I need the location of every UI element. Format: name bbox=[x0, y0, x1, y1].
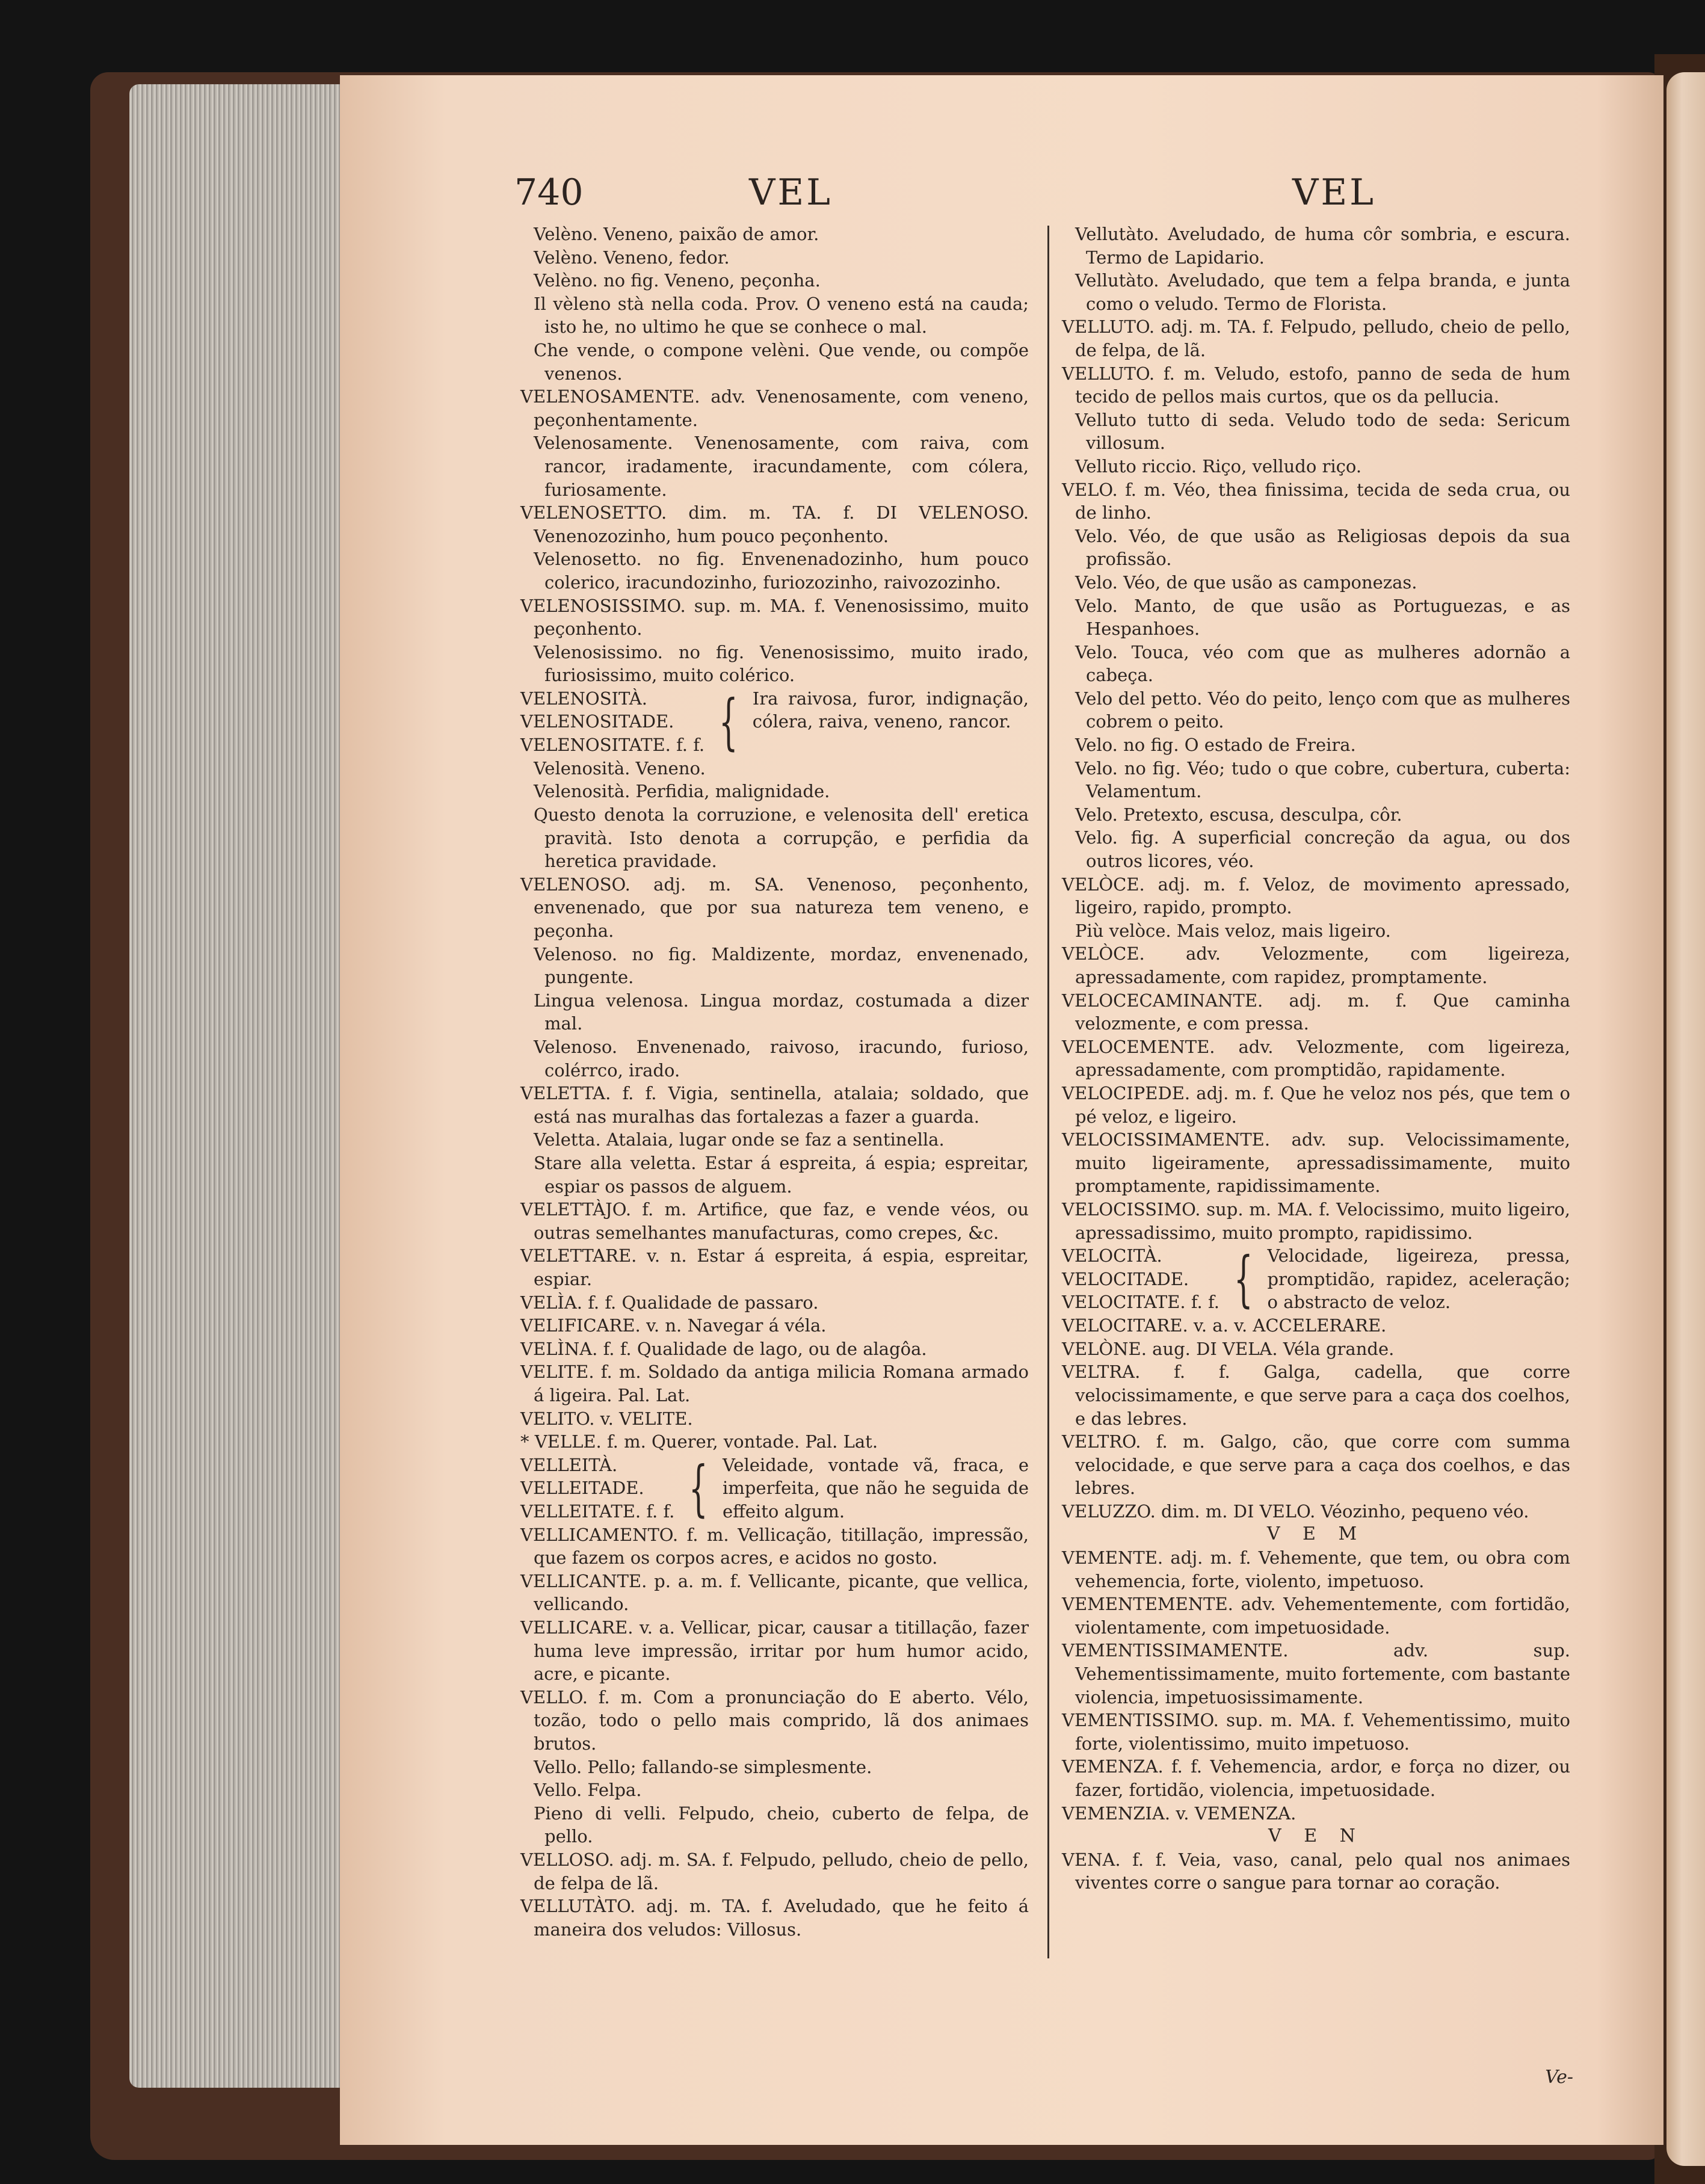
dictionary-subentry: Velo del petto. Véo do peito, lenço com que as mulheres cobrem o peito. bbox=[1075, 688, 1570, 732]
dictionary-subentry: Velèno. Veneno, paixão de amor. bbox=[534, 224, 819, 244]
group-definition: Veleidade, vontade vã, fraca, e imperfeita, que não he seguida de effeito algum. bbox=[723, 1454, 1029, 1522]
headword: VELOCITÀ. bbox=[1062, 1245, 1162, 1266]
dictionary-subentry: Velenosità. Perfidia, malignidade. bbox=[534, 781, 830, 802]
headword: VELLEITÀ. bbox=[520, 1454, 618, 1475]
dictionary-entry: VELOCISSIMAMENTE. adv. sup. Velocissimamente, muito ligeiramente, apressadissimamente, muito promptamente, rapidissimamente. bbox=[1062, 1129, 1570, 1197]
dictionary-subentry: Velo. Véo, de que usão as camponezas. bbox=[1075, 572, 1417, 593]
dictionary-entry-group bbox=[1062, 1244, 1570, 1314]
page-block-edges bbox=[129, 84, 340, 2088]
dictionary-entry: VELETTA. f. f. Vigia, sentinella, atalaia; soldado, que está nas muralhas das fortalezas a fazer a guarda. bbox=[520, 1083, 1029, 1127]
dictionary-entry: VELUZZO. dim. m. DI VELO. Véozinho, pequeno véo. bbox=[1062, 1501, 1529, 1522]
dictionary-entry: VELLICAMENTO. f. m. Vellicação, titillação, impressão, que fazem os corpos acres, e acidos no gosto. bbox=[520, 1524, 1029, 1569]
group-definition: Velocidade, ligeireza, pressa, promptidão, rapidez, aceleração; o abstracto de veloz. bbox=[1267, 1245, 1570, 1313]
dictionary-subentry: Vello. Felpa. bbox=[534, 1780, 642, 1801]
dictionary-entry: VELOCECAMINANTE. adj. m. f. Que caminha velozmente, e com pressa. bbox=[1062, 990, 1570, 1034]
book-page bbox=[340, 75, 1663, 2145]
dictionary-entry: VELOCEMENTE. adv. Velozmente, com ligeireza, apressadamente, com promptidão, rapidamente. bbox=[1062, 1036, 1570, 1081]
right-guide-word: VEL bbox=[1292, 171, 1376, 214]
dictionary-entry: VEMENTISSIMAMENTE. adv. sup. Vehementissimamente, muito fortemente, com bastante violencia, impetuosissimamente. bbox=[1062, 1640, 1570, 1707]
dictionary-subentry: Vello. Pello; fallando-se simplesmente. bbox=[534, 1756, 872, 1777]
headword: VELENOSITATE. f. f. bbox=[520, 735, 705, 756]
dictionary-subentry: Velenosetto. no fig. Envenenadozinho, hum pouco colerico, iracundozinho, furiozozinho, raivozozinho. bbox=[534, 549, 1029, 593]
group-definition: Ira raivosa, furor, indignação, cólera, raiva, veneno, rancor. bbox=[752, 688, 1029, 732]
group-headwords bbox=[520, 1454, 674, 1523]
page-number: 740 bbox=[514, 171, 584, 214]
dictionary-entry: VELITO. v. VELITE. bbox=[520, 1408, 693, 1429]
dictionary-subentry: Veletta. Atalaia, lugar onde se faz a sentinella. bbox=[534, 1129, 945, 1150]
dictionary-entry: VELETTARE. v. n. Estar á espreita, á espia, espreitar, espiar. bbox=[520, 1245, 1029, 1289]
dictionary-subentry: Lingua velenosa. Lingua mordaz, costumada a dizer mal. bbox=[534, 990, 1029, 1034]
section-letter-heading: V E M bbox=[1266, 1523, 1366, 1545]
dictionary-subentry: Vellutàto. Aveludado, de huma côr sombria, e escura. Termo de Lapidario. bbox=[1075, 224, 1570, 268]
facing-page-edge bbox=[1666, 72, 1705, 2166]
dictionary-subentry: Vellutàto. Aveludado, que tem a felpa branda, e junta como o veludo. Termo de Florista. bbox=[1075, 270, 1570, 314]
dictionary-entry: VELENOSISSIMO. sup. m. MA. f. Venenosissimo, muito peçonhento. bbox=[520, 595, 1029, 640]
dictionary-entry: VELÒCE. adv. Velozmente, com ligeireza, apressadamente, com rapidez, promptamente. bbox=[1062, 943, 1570, 987]
headword: VELLEITADE. bbox=[520, 1478, 644, 1499]
dictionary-subentry: Che vende, o compone velèni. Que vende, ou compõe venenos. bbox=[534, 339, 1029, 384]
dictionary-subentry: Più velòce. Mais veloz, mais ligeiro. bbox=[1075, 920, 1391, 941]
dictionary-entry: VELOCITARE. v. a. v. ACCELERARE. bbox=[1062, 1315, 1387, 1336]
dictionary-entry: VELLUTO. adj. m. TA. f. Felpudo, pelludo, cheio de pello, de felpa, de lã. bbox=[1062, 316, 1570, 360]
left-guide-word: VEL bbox=[749, 171, 833, 214]
right-column bbox=[1062, 223, 1570, 1895]
dictionary-subentry: Pieno di velli. Felpudo, cheio, cuberto de felpa, de pello. bbox=[534, 1803, 1029, 1847]
dictionary-subentry: Velo. no fig. Véo; tudo o que cobre, cubertura, cuberta: Velamentum. bbox=[1075, 757, 1570, 802]
dictionary-entry: VELÒNE. aug. DI VELA. Véla grande. bbox=[1062, 1338, 1395, 1359]
dictionary-entry: VEMENZIA. v. VEMENZA. bbox=[1062, 1803, 1296, 1824]
dictionary-subentry: Questo denota la corruzione, e velenosita dell' eretica pravità. Isto denota a corrupção, e perfidia da heretica pravidade. bbox=[534, 804, 1029, 872]
dictionary-entry: VELÒCE. adj. m. f. Veloz, de movimento apressado, ligeiro, rapido, prompto. bbox=[1062, 874, 1570, 918]
dictionary-entry: * VELLE. f. m. Querer, vontade. Pal. Lat. bbox=[520, 1431, 878, 1452]
brace-glyph: { bbox=[719, 686, 738, 757]
dictionary-subentry: Velèno. no fig. Veneno, peçonha. bbox=[534, 270, 821, 291]
dictionary-subentry: Velenoso. Envenenado, raivoso, iracundo, furioso, colérrco, irado. bbox=[534, 1037, 1029, 1081]
dictionary-entry: VELOCISSIMO. sup. m. MA. f. Velocissimo, muito ligeiro, apressadissimo, muito prompto, rapidissimo. bbox=[1062, 1198, 1570, 1243]
dictionary-subentry: Velluto tutto di seda. Veludo todo de seda: Sericum villosum. bbox=[1075, 409, 1570, 454]
dictionary-entry: VEMENTEMENTE. adv. Vehementemente, com fortidão, violentamente, com impetuosidade. bbox=[1062, 1594, 1570, 1638]
dictionary-subentry: Velo. no fig. O estado de Freira. bbox=[1075, 735, 1356, 756]
dictionary-subentry: Velluto riccio. Riço, velludo riço. bbox=[1075, 455, 1362, 477]
dictionary-entry: VEMENZA. f. f. Vehemencia, ardor, e força no dizer, ou fazer, fortidão, violencia, impetuosidade. bbox=[1062, 1756, 1570, 1800]
headword: VELOCITATE. f. f. bbox=[1062, 1292, 1219, 1313]
dictionary-entry: VELENOSETTO. dim. m. TA. f. DI VELENOSO. Venenozozinho, hum pouco peçonhento. bbox=[520, 502, 1029, 546]
section-letter-heading: V E N bbox=[1268, 1825, 1364, 1847]
dictionary-entry: VELÌA. f. f. Qualidade de passaro. bbox=[520, 1292, 819, 1313]
dictionary-entry-group bbox=[520, 1454, 1029, 1523]
group-headwords bbox=[1062, 1244, 1219, 1314]
dictionary-subentry: Velenoso. no fig. Maldizente, mordaz, envenenado, pungente. bbox=[534, 943, 1029, 988]
dictionary-entry: VELIFICARE. v. n. Navegar á véla. bbox=[520, 1315, 827, 1336]
dictionary-subentry: Velo. fig. A superficial concreção da agua, ou dos outros licores, véo. bbox=[1075, 827, 1570, 872]
dictionary-entry: VELTRA. f. f. Galga, cadella, que corre velocissimamente, e que serve para a caça dos coelhos, e das lebres. bbox=[1062, 1362, 1570, 1429]
dictionary-entry: VELO. f. m. Véo, thea finissima, tecida de seda crua, ou de linho. bbox=[1062, 479, 1570, 523]
dictionary-entry: VELOCIPEDE. adj. m. f. Que he veloz nos pés, que tem o pé veloz, e ligeiro. bbox=[1062, 1082, 1570, 1127]
left-column bbox=[520, 223, 1029, 1941]
dictionary-entry: VEMENTISSIMO. sup. m. MA. f. Vehementissimo, muito forte, violentissimo, muito impetuoso. bbox=[1062, 1710, 1570, 1754]
group-headwords bbox=[520, 687, 705, 757]
headword: VELLEITATE. f. f. bbox=[520, 1501, 675, 1522]
dictionary-entry: VENA. f. f. Veia, vaso, canal, pelo qual nos animaes viventes corre o sangue para tornar ao coração. bbox=[1062, 1849, 1570, 1893]
dictionary-subentry: Il vèleno stà nella coda. Prov. O veneno está na cauda; isto he, no ultimo he que se conhece o mal. bbox=[534, 293, 1029, 338]
dictionary-subentry: Velenosissimo. no fig. Venenosissimo, muito irado, furiosissimo, muito colérico. bbox=[534, 641, 1029, 686]
dictionary-subentry: Velenosità. Veneno. bbox=[534, 757, 706, 779]
dictionary-entry-group bbox=[520, 687, 1029, 757]
dictionary-subentry: Stare alla veletta. Estar á espreita, á espia; espreitar, espiar os passos de alguem. bbox=[534, 1152, 1029, 1197]
dictionary-subentry: Velo. Pretexto, escusa, desculpa, côr. bbox=[1075, 804, 1402, 825]
dictionary-subentry: Velèno. Veneno, fedor. bbox=[534, 247, 730, 268]
brace-glyph: { bbox=[689, 1452, 709, 1523]
dictionary-entry: VELLO. f. m. Com a pronunciação do E aberto. Vélo, tozão, todo o pello mais comprido, lã dos animaes brutos. bbox=[520, 1686, 1029, 1754]
headword: VELENOSITÀ. bbox=[520, 688, 647, 709]
dictionary-entry: VELITE. f. m. Soldado da antiga milicia Romana armado á ligeira. Pal. Lat. bbox=[520, 1362, 1029, 1405]
dictionary-entry: VELÌNA. f. f. Qualidade de lago, ou de alagôa. bbox=[520, 1338, 927, 1359]
dictionary-entry: VELETTÀJO. f. m. Artifice, que faz, e vende véos, ou outras semelhantes manufacturas, como crepes, &c. bbox=[520, 1199, 1029, 1243]
dictionary-entry: VELENOSAMENTE. adv. Venenosamente, com veneno, peçonhentamente. bbox=[520, 386, 1029, 430]
dictionary-entry: VELTRO. f. m. Galgo, cão, que corre com summa velocidade, e que serve para a caça dos coelhos, e das lebres. bbox=[1062, 1431, 1570, 1499]
dictionary-subentry: Velenosamente. Venenosamente, com raiva, com rancor, iradamente, iracundamente, com cólera, furiosamente. bbox=[534, 433, 1029, 500]
headword: VELENOSITADE. bbox=[520, 711, 674, 732]
running-header bbox=[340, 171, 1663, 226]
dictionary-entry: VELLICARE. v. a. Vellicar, picar, causar a titillação, fazer huma leve impressão, irritar por hum humor acido, acre, e picante. bbox=[520, 1617, 1029, 1685]
column-rule bbox=[1047, 226, 1049, 1958]
dictionary-entry: VELLOSO. adj. m. SA. f. Felpudo, pelludo, cheio de pello, de felpa de lã. bbox=[520, 1849, 1029, 1893]
dictionary-subentry: Velo. Manto, de que usão as Portuguezas, e as Hespanhoes. bbox=[1075, 595, 1570, 640]
dictionary-subentry: Velo. Touca, véo com que as mulheres adornão a cabeça. bbox=[1075, 641, 1570, 686]
dictionary-entry: VEMENTE. adj. m. f. Vehemente, que tem, ou obra com vehemencia, forte, violento, impetuoso. bbox=[1062, 1547, 1570, 1591]
brace-glyph: { bbox=[1233, 1244, 1253, 1315]
dictionary-entry: VELLUTO. f. m. Veludo, estofo, panno de seda de hum tecido de pellos mais curtos, que os da pellucia. bbox=[1062, 363, 1570, 407]
catchword: Ve- bbox=[1545, 2067, 1573, 2088]
dictionary-entry: VELLICANTE. p. a. m. f. Vellicante, picante, que vellica, vellicando. bbox=[520, 1570, 1029, 1615]
dictionary-entry: VELENOSO. adj. m. SA. Venenoso, peçonhento, envenenado, que por sua natureza tem veneno, e peçonha. bbox=[520, 874, 1029, 942]
headword: VELOCITADE. bbox=[1062, 1268, 1189, 1289]
dictionary-subentry: Velo. Véo, de que usão as Religiosas depois da sua profissão. bbox=[1075, 525, 1570, 570]
dictionary-entry: VELLUTÀTO. adj. m. TA. f. Aveludado, que he feito á maneira dos veludos: Villosus. bbox=[520, 1896, 1029, 1940]
